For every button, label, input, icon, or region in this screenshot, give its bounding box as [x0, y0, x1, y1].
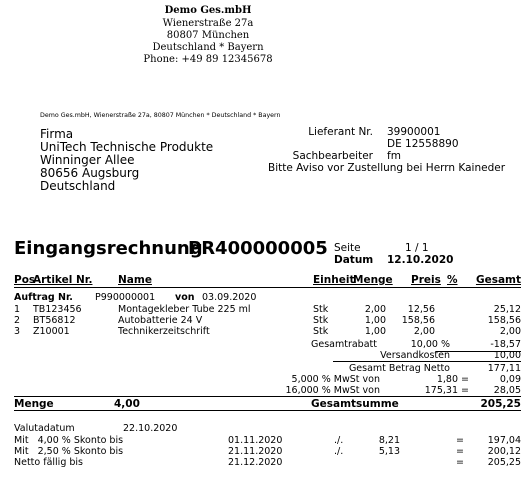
payment-term-date: 01.11.2020	[228, 435, 283, 446]
grand-total-value: 205,25	[480, 398, 521, 410]
payment-term-label: Netto fällig bis	[14, 457, 83, 468]
order-date: 03.09.2020	[202, 292, 257, 303]
valuta-date: 22.10.2020	[123, 423, 178, 434]
vat-label: 16,000 % MwSt von	[285, 385, 380, 396]
col-article: Artikel Nr.	[33, 274, 93, 286]
invoice-title: Eingangsrechnung	[14, 238, 203, 259]
item-total: 2,00	[499, 326, 521, 337]
item-unit: Stk	[313, 304, 329, 315]
payment-term-label: Mit 4,00 % Skonto bis	[14, 435, 124, 446]
valuta-label: Valutadatum	[14, 423, 75, 434]
recipient-line: UniTech Technische Produkte	[40, 140, 214, 154]
payment-term-amount: 197,04	[487, 435, 521, 446]
payment-term-equals: =	[456, 457, 464, 468]
payment-term-deduction: 8,21	[378, 435, 400, 446]
item-article: Z10001	[33, 326, 70, 337]
qty-total-value: 4,00	[114, 398, 140, 410]
item-article: BT56812	[33, 315, 76, 326]
item-article: TB123456	[33, 304, 82, 315]
item-total: 158,56	[487, 315, 521, 326]
net-label: Gesamt Betrag Netto	[348, 363, 450, 374]
vat-value: 0,09	[499, 374, 521, 385]
clerk-label: Sachbearbeiter	[292, 150, 373, 162]
supplier-label: Lieferant Nr.	[308, 126, 373, 138]
recipient-line: Winninger Allee	[40, 153, 135, 167]
company-name: Demo Ges.mbH	[164, 5, 252, 16]
vat-base: 175,31 =	[424, 385, 469, 396]
invoice-number: PR400000005	[188, 238, 328, 259]
recipient-line: 80656 Augsburg	[40, 166, 140, 180]
item-pos: 3	[14, 326, 21, 337]
item-name: Technikerzeitschrift	[118, 326, 210, 337]
discount-percent: 10,00 %	[410, 339, 450, 350]
item-price: 12,56	[407, 304, 435, 315]
item-qty: 2,00	[364, 304, 386, 315]
net-value: 177,11	[487, 363, 521, 374]
item-unit: Stk	[313, 315, 329, 326]
rule	[14, 396, 521, 397]
payment-term-amount: 200,12	[487, 446, 521, 457]
col-qty: Menge	[353, 274, 393, 286]
header-rule	[14, 287, 521, 288]
col-name: Name	[118, 274, 152, 286]
page-value: 1 / 1	[405, 242, 429, 254]
payment-term-symbol: ./.	[334, 435, 344, 446]
item-price: 158,56	[401, 315, 435, 326]
clerk-value: fm	[387, 150, 401, 162]
shipping-label: Versandkosten	[380, 350, 450, 361]
discount-label: Gesamtrabatt	[311, 339, 377, 350]
payment-term-equals: =	[456, 446, 464, 457]
item-unit: Stk	[313, 326, 329, 337]
col-price: Preis	[411, 274, 441, 286]
payment-term-label: Mit 2,50 % Skonto bis	[14, 446, 124, 457]
company-country: Deutschland * Bayern	[152, 42, 264, 53]
recipient-line: Deutschland	[40, 179, 116, 193]
grand-total-label: Gesamtsumme	[311, 398, 399, 410]
vat-value: 28,05	[493, 385, 521, 396]
payment-term-date: 21.12.2020	[228, 457, 283, 468]
order-number: P990000001	[95, 292, 156, 303]
payment-term-equals: =	[456, 435, 464, 446]
item-pos: 2	[14, 315, 21, 326]
item-qty: 1,00	[364, 326, 386, 337]
recipient-line: Firma	[40, 127, 74, 141]
payment-term-date: 21.11.2020	[228, 446, 283, 457]
vat-label: 5,000 % MwSt von	[291, 374, 380, 385]
payment-term-symbol: ./.	[334, 446, 344, 457]
payment-term-deduction: 5,13	[378, 446, 400, 457]
shipping-value: 10,00	[493, 350, 521, 361]
order-from-label: von	[175, 292, 195, 303]
rule	[333, 361, 521, 362]
col-total: Gesamt	[475, 274, 521, 286]
item-qty: 1,00	[364, 315, 386, 326]
col-pos: Pos	[14, 274, 36, 286]
date-label: Datum	[334, 254, 374, 266]
discount-value: -18,57	[490, 339, 521, 350]
item-total: 25,12	[493, 304, 521, 315]
vat-id: DE 12558890	[387, 138, 459, 150]
payment-term-amount: 205,25	[487, 457, 521, 468]
rule	[14, 410, 521, 411]
item-price: 2,00	[413, 326, 435, 337]
date-value: 12.10.2020	[387, 254, 454, 266]
qty-total-label: Menge	[14, 398, 54, 410]
delivery-note: Bitte Aviso vor Zustellung bei Herrn Kaineder	[268, 162, 506, 174]
order-label: Auftrag Nr.	[14, 292, 73, 303]
company-street: Wienerstraße 27a	[162, 18, 254, 29]
company-phone: Phone: +49 89 12345678	[143, 54, 273, 65]
company-city: 80807 München	[166, 30, 250, 41]
sender-line: Demo Ges.mbH, Wienerstraße 27a, 80807 München * Deutschland * Bayern	[40, 112, 281, 119]
col-pct: %	[447, 274, 458, 286]
page-label: Seite	[334, 242, 361, 254]
vat-base: 1,80 =	[436, 374, 469, 385]
item-name: Autobatterie 24 V	[118, 315, 203, 326]
item-name: Montagekleber Tube 225 ml	[118, 304, 251, 315]
item-pos: 1	[14, 304, 21, 315]
supplier-number: 39900001	[387, 126, 441, 138]
col-unit: Einheit	[313, 274, 355, 286]
